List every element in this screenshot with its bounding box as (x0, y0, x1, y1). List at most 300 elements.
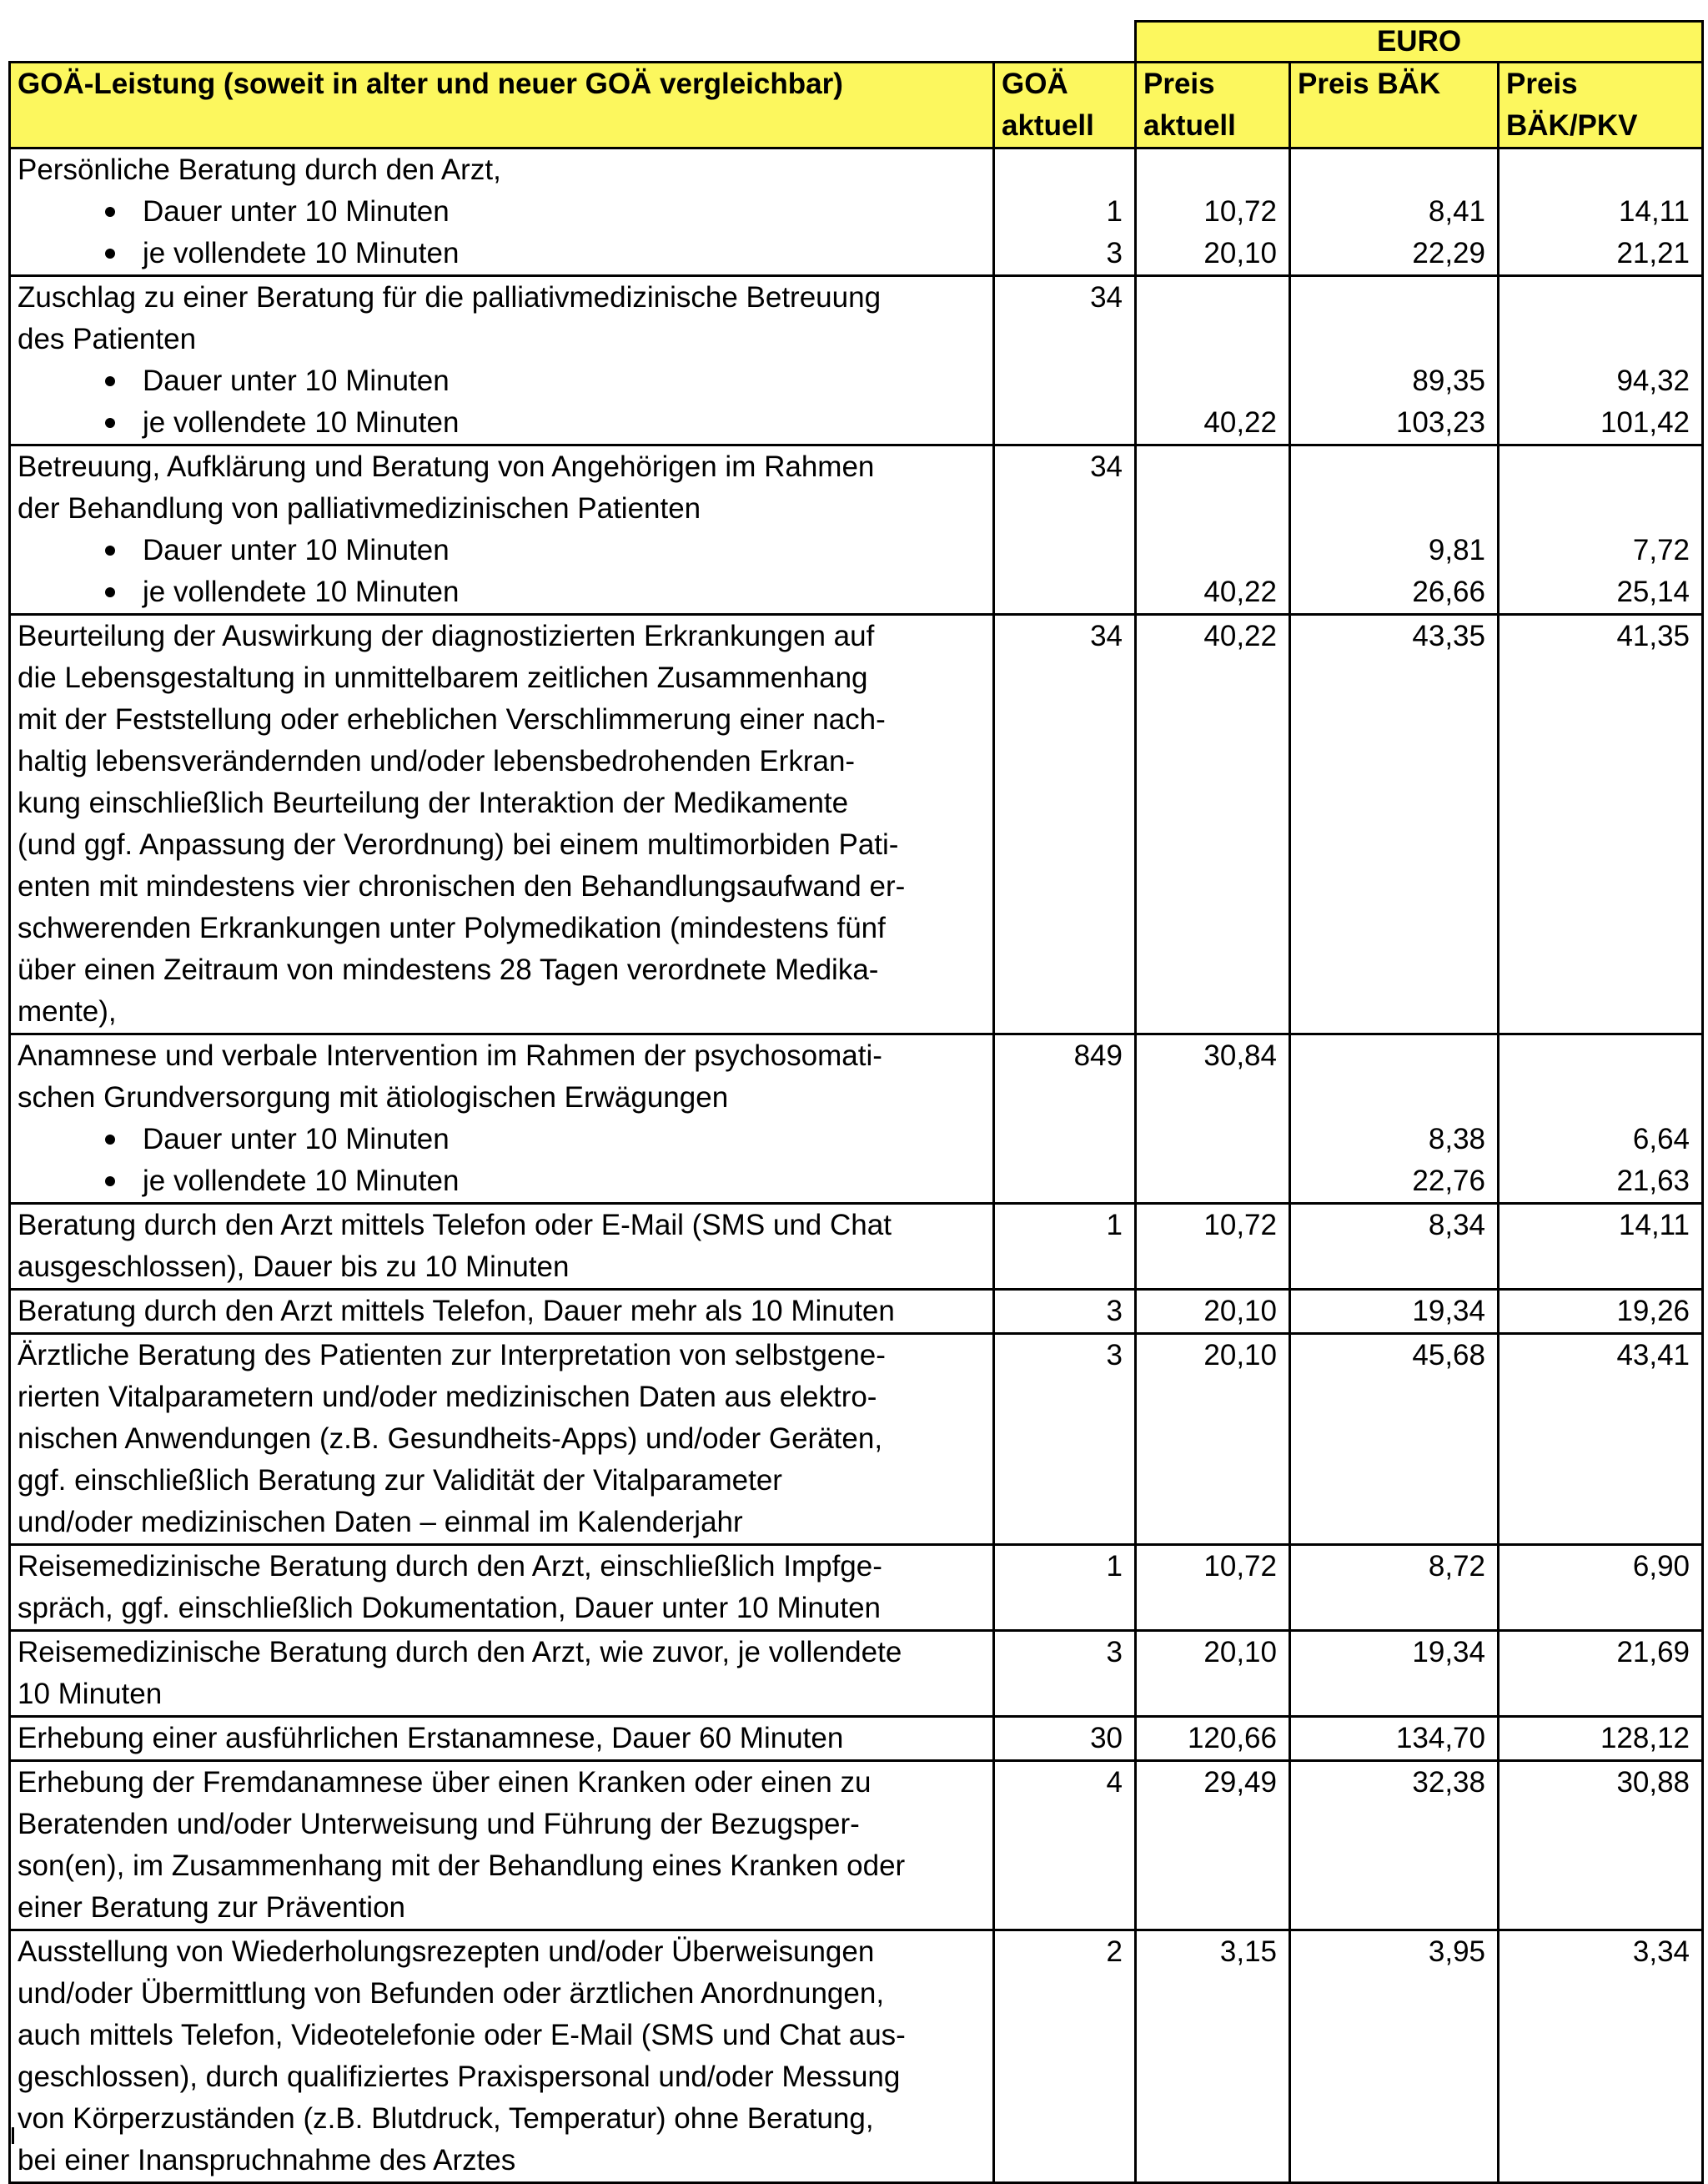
value-line: 30,88 (1616, 1766, 1690, 1799)
value-line (1143, 949, 1277, 991)
value-line (1143, 1502, 1277, 1543)
bullet-item: je vollendete 10 Minuten (18, 1160, 986, 1202)
value-line: 43,41 (1616, 1339, 1690, 1371)
value-line (1002, 488, 1123, 530)
col-header-goa (994, 63, 1136, 148)
value-line (1298, 446, 1485, 488)
value-line (1298, 2015, 1485, 2056)
value-line (1506, 1246, 1690, 1288)
description-line: ausgeschlossen), Dauer bis zu 10 Minuten (18, 1251, 570, 1283)
preis-baek-pkv-cell (1499, 1631, 1703, 1717)
value-line: 3,34 (1632, 1935, 1690, 1968)
description-line: (und ggf. Anpassung der Verordnung) bei einem multimorbiden Pati- (18, 828, 899, 861)
value-line (1002, 1804, 1123, 1845)
table-row (10, 1545, 1703, 1631)
value-line (1002, 783, 1123, 824)
value-line (1143, 1973, 1277, 2015)
description-line: Anamnese und verbale Intervention im Rahmen der psychosomati- (18, 1039, 882, 1072)
value-line: 30,84 (1203, 1039, 1277, 1072)
service-description-cell (10, 1761, 994, 1930)
description-line: einer Beratung zur Prävention (18, 1891, 405, 1924)
value-line: 22,76 (1412, 1165, 1485, 1197)
value-line (1506, 2140, 1690, 2181)
table-row (10, 276, 1703, 445)
preis-baek-pkv-cell (1499, 1930, 1703, 2183)
value-line (1506, 1804, 1690, 1845)
value-line: 43,35 (1412, 620, 1485, 652)
preis-aktuell-cell (1136, 1717, 1290, 1761)
description-line: haltig lebensverändernden und/oder lebensbedrohenden Erkran- (18, 745, 856, 777)
value-line (1506, 657, 1690, 699)
value-line: 21,63 (1616, 1165, 1690, 1197)
table-row (10, 1930, 1703, 2183)
preis-aktuell-cell (1136, 615, 1290, 1034)
bullet-item: Dauer unter 10 Minuten (18, 360, 986, 402)
value-line: 6,90 (1632, 1550, 1690, 1583)
value-line: 7,72 (1632, 534, 1690, 566)
preis-baek-cell (1290, 1631, 1499, 1717)
value-line (1002, 2056, 1123, 2098)
preis-aktuell-cell (1136, 276, 1290, 445)
goa-cell (994, 615, 1136, 1034)
value-line (1298, 277, 1485, 319)
value-line (1143, 1418, 1277, 1460)
value-line: 20,10 (1203, 1339, 1277, 1371)
col-header-goa-line: aktuell (1002, 109, 1094, 142)
value-line (1506, 1502, 1690, 1543)
col-header-preis-baek (1290, 63, 1499, 148)
description-line: mit der Feststellung oder erheblichen Verschlimmerung einer nach- (18, 703, 886, 736)
preis-aktuell-cell (1136, 445, 1290, 615)
description-line: son(en), im Zusammenhang mit der Behandlung eines Kranken oder (18, 1849, 906, 1882)
value-line (1002, 1973, 1123, 2015)
value-line (1143, 277, 1277, 319)
preis-baek-pkv-cell (1499, 445, 1703, 615)
value-line: 8,38 (1428, 1123, 1485, 1155)
preis-baek-pkv-cell (1499, 1545, 1703, 1631)
goa-cell (994, 1334, 1136, 1545)
value-line (1143, 824, 1277, 866)
goa-cell (994, 445, 1136, 615)
service-description-cell (10, 148, 994, 276)
value-line (1002, 402, 1123, 444)
preis-baek-cell (1290, 1761, 1499, 1930)
goa-cell (994, 1717, 1136, 1761)
description-line: 10 Minuten (18, 1678, 163, 1710)
value-line (1298, 1502, 1485, 1543)
description-line: Beratenden und/oder Unterweisung und Führung der Bezugsper- (18, 1808, 860, 1840)
description-line: Reisemedizinische Beratung durch den Arzt, wie zuvor, je vollendete (18, 1636, 902, 1668)
bullet-item: je vollendete 10 Minuten (18, 233, 986, 274)
value-line (1298, 699, 1485, 741)
value-line: 19,34 (1412, 1295, 1485, 1327)
value-line (1143, 2056, 1277, 2098)
value-line: 103,23 (1395, 406, 1485, 439)
description-line: Erhebung einer ausführlichen Erstanamnese, Dauer 60 Minuten (18, 1722, 844, 1754)
value-line (1002, 1460, 1123, 1502)
preis-baek-pkv-cell (1499, 1761, 1703, 1930)
preis-baek-cell (1290, 1717, 1499, 1761)
bullet-item: Dauer unter 10 Minuten (18, 191, 986, 233)
table-row (10, 615, 1703, 1034)
value-line: 3,15 (1219, 1935, 1277, 1968)
value-line: 41,35 (1616, 620, 1690, 652)
preis-aktuell-cell (1136, 1034, 1290, 1204)
value-line (1143, 1376, 1277, 1418)
service-description-cell (10, 1717, 994, 1761)
table-row (10, 1631, 1703, 1717)
value-line (1002, 1588, 1123, 1629)
description-line: spräch, ggf. einschließlich Dokumentation, Dauer unter 10 Minuten (18, 1592, 881, 1624)
col-header-preis-baek-pkv (1499, 63, 1703, 148)
value-line: 22,29 (1412, 237, 1485, 269)
value-line: 9,81 (1428, 534, 1485, 566)
description-line: und/oder medizinischen Daten – einmal im Kalenderjahr (18, 1506, 743, 1538)
value-line (1298, 1246, 1485, 1288)
value-line (1143, 1887, 1277, 1929)
preis-baek-pkv-cell (1499, 276, 1703, 445)
value-line: 21,21 (1616, 237, 1690, 269)
value-line (1002, 949, 1123, 991)
preis-baek-cell (1290, 276, 1499, 445)
table-row (10, 1034, 1703, 1204)
value-line: 3 (1106, 237, 1123, 269)
value-line (1506, 277, 1690, 319)
col-header-preis-aktuell-line: aktuell (1143, 109, 1236, 142)
value-line: 20,10 (1203, 1295, 1277, 1327)
goa-cell (994, 1761, 1136, 1930)
value-line: 10,72 (1203, 1209, 1277, 1241)
value-line: 128,12 (1600, 1722, 1690, 1754)
service-description-cell (10, 1631, 994, 1717)
preis-aktuell-cell (1136, 1930, 1290, 2183)
table-row (10, 1334, 1703, 1545)
value-line (1143, 1246, 1277, 1288)
value-line: 29,49 (1203, 1766, 1277, 1799)
description-line: und/oder Übermittlung von Befunden oder ärztlichen Anordnungen, (18, 1977, 885, 2010)
description-line: kung einschließlich Beurteilung der Interaktion der Medikamente (18, 787, 849, 819)
value-line (1298, 949, 1485, 991)
value-line: 6,64 (1632, 1123, 1690, 1155)
value-line (1143, 908, 1277, 949)
col-header-preis-baek-pkv-line: BÄK/PKV (1506, 109, 1638, 142)
description-line: über einen Zeitraum von mindestens 28 Tagen verordnete Medika- (18, 954, 879, 986)
value-line (1002, 699, 1123, 741)
value-line (1298, 1673, 1485, 1715)
value-line (1143, 657, 1277, 699)
column-header-row (10, 63, 1703, 148)
header-spacer (10, 22, 1136, 63)
service-description-cell (10, 1930, 994, 2183)
value-line (1298, 783, 1485, 824)
value-line (1506, 1673, 1690, 1715)
goa-cell (994, 1290, 1136, 1334)
value-line (1002, 1077, 1123, 1119)
value-line (1002, 2098, 1123, 2140)
value-line (1143, 699, 1277, 741)
value-line (1143, 446, 1277, 488)
preis-aktuell-cell (1136, 1290, 1290, 1334)
value-line: 34 (1090, 620, 1123, 652)
value-line: 101,42 (1600, 406, 1690, 439)
value-line (1002, 1119, 1123, 1160)
value-line (1506, 824, 1690, 866)
table-row (10, 148, 1703, 276)
value-line: 94,32 (1616, 365, 1690, 397)
value-line (1002, 866, 1123, 908)
value-line: 3,95 (1428, 1935, 1485, 1968)
value-line (1506, 741, 1690, 783)
preis-baek-cell (1290, 1930, 1499, 2183)
value-line (1143, 488, 1277, 530)
value-line (1143, 741, 1277, 783)
value-line (1002, 2015, 1123, 2056)
value-line: 30 (1090, 1722, 1123, 1754)
preis-aktuell-cell (1136, 148, 1290, 276)
value-line (1298, 824, 1485, 866)
value-line (1298, 1845, 1485, 1887)
description-line: Zuschlag zu einer Beratung für die palliativmedizinische Betreuung (18, 281, 882, 314)
description-line: auch mittels Telefon, Videotelefonie oder E-Mail (SMS und Chat aus- (18, 2019, 906, 2051)
value-line (1143, 360, 1277, 402)
value-line (1143, 1160, 1277, 1202)
value-line: 40,22 (1203, 576, 1277, 608)
service-description-cell (10, 1204, 994, 1290)
preis-baek-cell (1290, 445, 1499, 615)
value-line (1002, 908, 1123, 949)
description-line: Betreuung, Aufklärung und Beratung von Angehörigen im Rahmen (18, 450, 875, 483)
value-line (1506, 2098, 1690, 2140)
description-line: die Lebensgestaltung in unmittelbarem zeitlichen Zusammenhang (18, 662, 868, 694)
col-header-preis-aktuell-line: Preis (1143, 68, 1215, 100)
value-line (1298, 1887, 1485, 1929)
value-line (1298, 1077, 1485, 1119)
description-line: bei einer Inanspruchnahme des Arztes (18, 2144, 516, 2176)
value-line (1506, 1588, 1690, 1629)
value-line (1506, 1376, 1690, 1418)
value-line: 34 (1090, 450, 1123, 483)
value-line: 3 (1106, 1295, 1123, 1327)
service-description-cell (10, 615, 994, 1034)
value-line (1298, 2056, 1485, 2098)
value-line: 20,10 (1203, 237, 1277, 269)
value-line (1002, 1502, 1123, 1543)
value-line (1002, 571, 1123, 613)
value-line (1002, 657, 1123, 699)
value-line: 40,22 (1203, 406, 1277, 439)
description-line: rierten Vitalparametern und/oder medizinischen Daten aus elektro- (18, 1381, 877, 1413)
value-line (1298, 1973, 1485, 2015)
value-line: 3 (1106, 1636, 1123, 1668)
preis-baek-pkv-cell (1499, 1290, 1703, 1334)
preis-baek-cell (1290, 148, 1499, 276)
value-line (1002, 1845, 1123, 1887)
value-line: 40,22 (1203, 620, 1277, 652)
preis-baek-pkv-cell (1499, 148, 1703, 276)
description-line: Beratung durch den Arzt mittels Telefon oder E-Mail (SMS und Chat (18, 1209, 892, 1241)
value-line: 2 (1106, 1935, 1123, 1968)
value-line (1002, 360, 1123, 402)
goa-price-table (8, 20, 1704, 2184)
description-line: Reisemedizinische Beratung durch den Arzt, einschließlich Impfge- (18, 1550, 882, 1583)
preis-aktuell-cell (1136, 1545, 1290, 1631)
value-line (1298, 149, 1485, 191)
col-header-service-label: GOÄ-Leistung (soweit in alter und neuer GOÄ vergleichbar) (18, 68, 843, 100)
service-description-cell (10, 1334, 994, 1545)
value-line (1506, 1973, 1690, 2015)
value-line: 89,35 (1412, 365, 1485, 397)
value-line: 14,11 (1619, 1209, 1690, 1241)
service-description-cell (10, 276, 994, 445)
preis-baek-cell (1290, 1034, 1499, 1204)
value-line: 10,72 (1203, 1550, 1277, 1583)
value-line (1002, 1673, 1123, 1715)
value-line (1298, 657, 1485, 699)
value-line (1298, 1035, 1485, 1077)
value-line (1002, 824, 1123, 866)
value-line: 21,69 (1616, 1636, 1690, 1668)
value-line: 19,34 (1412, 1636, 1485, 1668)
service-description-cell (10, 445, 994, 615)
value-line (1143, 866, 1277, 908)
value-line (1506, 908, 1690, 949)
value-line (1298, 1588, 1485, 1629)
table-row (10, 1761, 1703, 1930)
preis-baek-pkv-cell (1499, 1034, 1703, 1204)
preis-baek-cell (1290, 1204, 1499, 1290)
preis-aktuell-cell (1136, 1631, 1290, 1717)
description-line: von Körperzuständen (z.B. Blutdruck, Temperatur) ohne Beratung, (18, 2102, 874, 2135)
value-line: 34 (1090, 281, 1123, 314)
value-line (1298, 488, 1485, 530)
value-line: 8,72 (1428, 1550, 1485, 1583)
goa-cell (994, 1631, 1136, 1717)
value-line: 32,38 (1412, 1766, 1485, 1799)
description-line: mente), (18, 995, 117, 1028)
value-line: 849 (1073, 1039, 1123, 1072)
value-line (1506, 1035, 1690, 1077)
value-line (1298, 991, 1485, 1033)
value-line (1143, 2015, 1277, 2056)
value-line: 1 (1106, 1209, 1123, 1241)
value-line (1298, 1804, 1485, 1845)
value-line (1143, 2098, 1277, 2140)
bullet-item: je vollendete 10 Minuten (18, 402, 986, 444)
value-line (1143, 149, 1277, 191)
goa-cell (994, 1204, 1136, 1290)
value-line (1506, 991, 1690, 1033)
value-line (1506, 1418, 1690, 1460)
value-line (1143, 1588, 1277, 1629)
page-edge-mark (12, 2127, 14, 2144)
value-line: 20,10 (1203, 1636, 1277, 1668)
value-line (1143, 1804, 1277, 1845)
value-line: 120,66 (1187, 1722, 1277, 1754)
value-line (1506, 2056, 1690, 2098)
value-line (1002, 1160, 1123, 1202)
value-line (1002, 1887, 1123, 1929)
description-line: Beurteilung der Auswirkung der diagnostizierten Erkrankungen auf (18, 620, 875, 652)
service-description-cell (10, 1034, 994, 1204)
preis-baek-cell (1290, 1545, 1499, 1631)
col-header-goa-line: GOÄ (1002, 68, 1068, 100)
value-line (1002, 2140, 1123, 2181)
value-line (1506, 319, 1690, 360)
preis-aktuell-cell (1136, 1761, 1290, 1930)
preis-baek-cell (1290, 1334, 1499, 1545)
euro-header: EURO (1136, 22, 1703, 63)
service-description-cell (10, 1290, 994, 1334)
value-line (1506, 488, 1690, 530)
value-line (1506, 1077, 1690, 1119)
col-header-preis-baek-line: Preis BÄK (1298, 68, 1441, 100)
value-line (1143, 1460, 1277, 1502)
table-body (10, 148, 1703, 2183)
value-line (1506, 2015, 1690, 2056)
value-line: 45,68 (1412, 1339, 1485, 1371)
value-line (1143, 2140, 1277, 2181)
value-line (1143, 1673, 1277, 1715)
value-line (1298, 1418, 1485, 1460)
preis-aktuell-cell (1136, 1204, 1290, 1290)
goa-cell (994, 276, 1136, 445)
preis-baek-pkv-cell (1499, 615, 1703, 1034)
value-line (1298, 319, 1485, 360)
value-line (1506, 783, 1690, 824)
description-line: Ausstellung von Wiederholungsrezepten und/oder Überweisungen (18, 1935, 875, 1968)
value-line: 3 (1106, 1339, 1123, 1371)
value-line (1506, 949, 1690, 991)
value-line (1506, 446, 1690, 488)
value-line (1506, 1845, 1690, 1887)
value-line: 4 (1106, 1766, 1123, 1799)
col-header-service (10, 63, 994, 148)
value-line (1143, 991, 1277, 1033)
value-line (1002, 1246, 1123, 1288)
value-line: 25,14 (1616, 576, 1690, 608)
description-line: geschlossen), durch qualifiziertes Praxispersonal und/oder Messung (18, 2061, 901, 2093)
value-line (1002, 1376, 1123, 1418)
value-line (1143, 1845, 1277, 1887)
value-line (1002, 319, 1123, 360)
table-row (10, 1290, 1703, 1334)
value-line: 10,72 (1203, 195, 1277, 228)
value-line (1298, 866, 1485, 908)
goa-cell (994, 1034, 1136, 1204)
goa-cell (994, 1930, 1136, 2183)
value-line: 1 (1106, 195, 1123, 228)
value-line (1506, 699, 1690, 741)
preis-baek-pkv-cell (1499, 1204, 1703, 1290)
value-line (1143, 1077, 1277, 1119)
value-line (1298, 2140, 1485, 2181)
description-line: Ärztliche Beratung des Patienten zur Interpretation von selbstgene- (18, 1339, 886, 1371)
euro-header-row (10, 22, 1703, 63)
value-line (1298, 908, 1485, 949)
description-line: des Patienten (18, 323, 197, 355)
table-row (10, 1717, 1703, 1761)
value-line (1143, 319, 1277, 360)
description-line: schwerenden Erkrankungen unter Polymedikation (mindestens fünf (18, 912, 886, 944)
description-line: der Behandlung von palliativmedizinischen Patienten (18, 492, 701, 525)
description-line: Beratung durch den Arzt mittels Telefon, Dauer mehr als 10 Minuten (18, 1295, 895, 1327)
table-row (10, 1204, 1703, 1290)
document-page (8, 20, 1701, 2184)
bullet-item: Dauer unter 10 Minuten (18, 1119, 986, 1160)
description-line: Erhebung der Fremdanamnese über einen Kranken oder einen zu (18, 1766, 872, 1799)
description-line: schen Grundversorgung mit ätiologischen Erwägungen (18, 1081, 729, 1114)
value-line (1002, 991, 1123, 1033)
